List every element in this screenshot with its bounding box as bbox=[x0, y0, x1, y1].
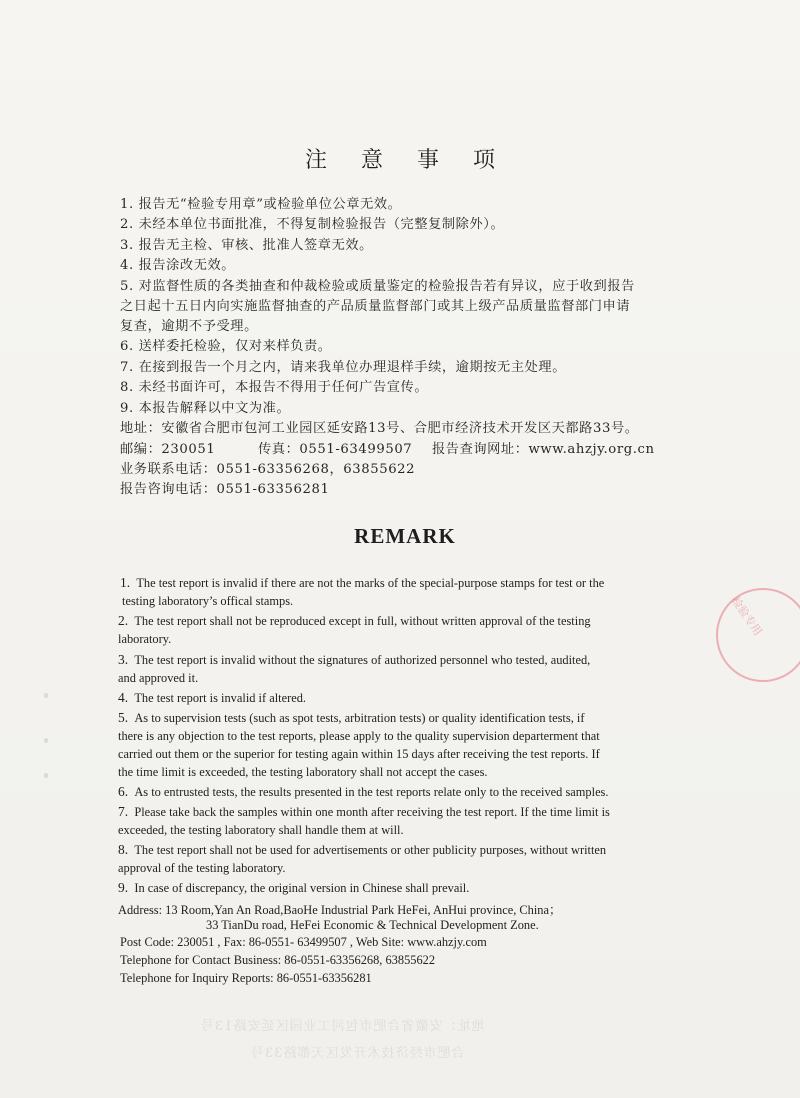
cn-title: 注意事项 bbox=[304, 148, 529, 173]
cn-item-6: 6. 送样委托检验，仅对来样负责。 bbox=[120, 339, 332, 354]
cn-inquiry-phone: 报告咨询电话：0551-63356281 bbox=[120, 482, 330, 497]
en-item-text: Please take back the samples within one month after receiving the test report. If the time limit is bbox=[134, 805, 610, 819]
en-post-fax-web: Post Code: 230051 , Fax: 86-0551- 63499507 , Web Site: www.ahzjy.com bbox=[120, 935, 487, 949]
en-item-3 bbox=[118, 652, 590, 668]
en-item-5-cont-3: the time limit is exceeded, the testing laboratory shall not accept the cases. bbox=[118, 765, 488, 779]
cn-website: 报告查询网址：www.ahzjy.org.cn bbox=[432, 442, 655, 457]
en-item-5 bbox=[118, 710, 584, 726]
reverse-side-show-through: 地址：安徽省合肥市包河工业园区延安路13号 bbox=[200, 1019, 485, 1034]
en-item-2 bbox=[118, 613, 591, 629]
en-item-1-cont: testing laboratory’s offical stamps. bbox=[122, 594, 294, 608]
en-business-phone: Telephone for Contact Business: 86-0551-63356268, 63855622 bbox=[120, 953, 436, 967]
cn-item-1: 1. 报告无“检验专用章”或检验单位公章无效。 bbox=[120, 197, 402, 212]
binding-hole bbox=[44, 738, 48, 743]
en-item-text: The test report shall not be reproduced except in full, without written approval of the testing bbox=[134, 614, 591, 628]
en-item-number: 5. bbox=[118, 710, 129, 725]
en-item-3-cont: and approved it. bbox=[118, 671, 199, 685]
en-item-number: 8. bbox=[118, 842, 129, 857]
en-item-number: 4. bbox=[118, 690, 129, 705]
cn-item-7: 7. 在接到报告一个月之内，请来我单位办理退样手续，逾期按无主处理。 bbox=[120, 360, 566, 375]
cn-item-9: 9. 本报告解释以中文为准。 bbox=[120, 401, 291, 416]
cn-item-3: 3. 报告无主检、审核、批准人签章无效。 bbox=[120, 238, 373, 253]
cn-item-5-cont-2: 复查，逾期不予受理。 bbox=[120, 319, 258, 334]
binding-hole bbox=[44, 773, 48, 778]
en-item-8-cont: approval of the testing laboratory. bbox=[118, 861, 286, 875]
en-item-text: The test report is invalid if there are not the marks of the special-purpose stamps for test or the bbox=[136, 576, 605, 590]
en-item-number: 3. bbox=[118, 652, 129, 667]
en-item-text: In case of discrepancy, the original version in Chinese shall prevail. bbox=[134, 881, 470, 895]
stamp-mark: 检验专用 bbox=[728, 594, 765, 639]
cn-item-5-cont-1: 之日起十五日内向实施监督抽查的产品质量监督部门或其上级产品质量监督部门申请 bbox=[120, 299, 631, 314]
en-item-4 bbox=[118, 690, 306, 706]
en-item-6 bbox=[118, 784, 608, 800]
en-item-number: 1. bbox=[120, 575, 131, 590]
en-address-line-2: 33 TianDu road, HeFei Economic & Technical Development Zone. bbox=[206, 918, 539, 932]
en-item-8 bbox=[118, 842, 606, 858]
binding-hole bbox=[44, 693, 48, 698]
en-address-line-1: Address: 13 Room,Yan An Road,BaoHe Industrial Park HeFei, AnHui province, China； bbox=[118, 903, 562, 917]
en-inquiry-phone: Telephone for Inquiry Reports: 86-0551-63356281 bbox=[120, 971, 372, 985]
cn-fax: 传真：0551-63499507 bbox=[258, 442, 413, 457]
en-item-text: The test report shall not be used for advertisements or other publicity purposes, without written bbox=[134, 843, 607, 857]
en-item-7-cont: exceeded, the testing laboratory shall handle them at will. bbox=[118, 823, 404, 837]
cn-business-phone: 业务联系电话：0551-63356268，63855622 bbox=[120, 462, 416, 477]
cn-item-8: 8. 未经书面许可，本报告不得用于任何广告宣传。 bbox=[120, 380, 429, 395]
cn-item-5: 5. 对监督性质的各类抽查和仲裁检验或质量鉴定的检验报告若有异议，应于收到报告 bbox=[120, 279, 635, 294]
en-item-number: 2. bbox=[118, 613, 129, 628]
reverse-side-show-through: 合肥市经济技术开发区天都路33号 bbox=[250, 1046, 465, 1061]
en-title: REMARK bbox=[354, 524, 456, 548]
cn-item-2: 2. 未经本单位书面批准，不得复制检验报告（完整复制除外）。 bbox=[120, 217, 505, 232]
en-item-5-cont-1: there is any objection to the test reports, please apply to the quality supervision departerment that bbox=[118, 729, 600, 743]
en-item-text: As to supervision tests (such as spot tests, arbitration tests) or quality identification tests, if bbox=[134, 711, 585, 725]
en-item-1 bbox=[120, 575, 604, 591]
en-item-number: 6. bbox=[118, 784, 129, 799]
en-item-9 bbox=[118, 880, 469, 896]
cn-postcode: 邮编：230051 bbox=[120, 442, 216, 457]
en-item-5-cont-2: carried out them or the superior for testing again within 15 days after receiving the test reports. If bbox=[118, 747, 600, 761]
en-item-text: The test report is invalid if altered. bbox=[134, 691, 307, 705]
en-item-number: 7. bbox=[118, 804, 129, 819]
cn-address: 地址：安徽省合肥市包河工业园区延安路13号、合肥市经济技术开发区天都路33号。 bbox=[120, 421, 639, 436]
en-item-number: 9. bbox=[118, 880, 129, 895]
en-item-7 bbox=[118, 804, 610, 820]
en-item-2-cont: laboratory. bbox=[118, 632, 172, 646]
en-item-text: As to entrusted tests, the results presented in the test reports relate only to the received samples. bbox=[134, 785, 609, 799]
en-item-text: The test report is invalid without the signatures of authorized personnel who tested, audited, bbox=[134, 653, 591, 667]
cn-item-4: 4. 报告涂改无效。 bbox=[120, 258, 236, 273]
